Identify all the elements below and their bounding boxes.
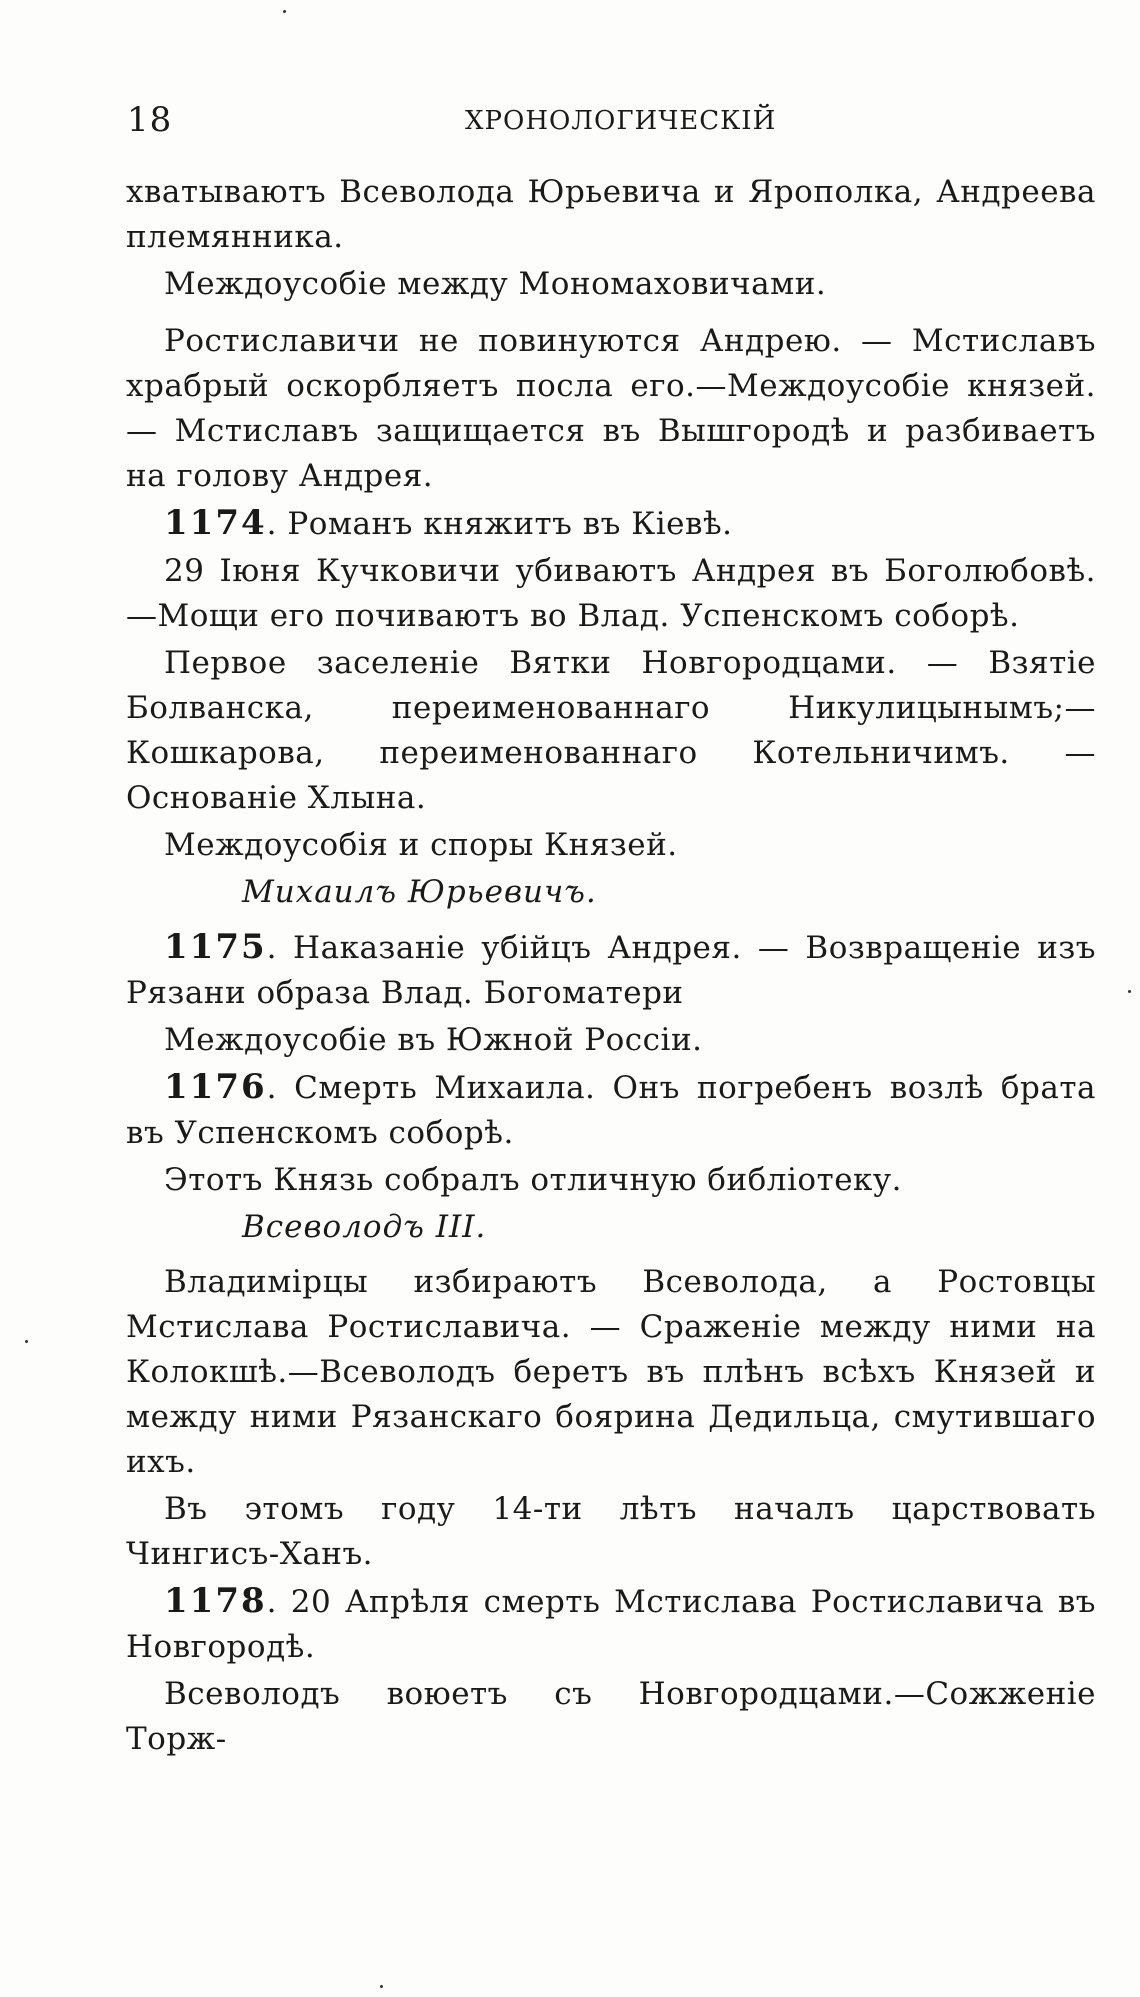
entry-text: . 20 Апрѣля смерть Мстислава Ростиславича въ Новгородѣ. [126, 1584, 1096, 1665]
year-label: 1178 [164, 1581, 267, 1621]
paragraph-year-entry [126, 925, 1096, 1016]
paragraph: 29 Іюня Кучковичи убиваютъ Андрея въ Боголюбовѣ.—Мощи его почиваютъ во Влад. Успенскомъ соборѣ. [126, 553, 1096, 634]
section-heading: Михаилъ Юрьевичъ. [242, 874, 597, 910]
page-number: 18 [127, 100, 173, 140]
paragraph: Владимірцы избираютъ Всеволода, а Ростовцы Мстислава Ростиславича. — Сраженіе между ними на Колокшѣ.—Всеволодъ беретъ въ плѣнъ всѣхъ Князей и между ними Рязанскаго боярина Дедильца, смутившаго ихъ. [126, 1264, 1096, 1480]
print-speck [283, 10, 286, 13]
paragraph: хватываютъ Всеволода Юрьевича и Ярополка, Андреева племянника. [126, 174, 1096, 255]
page-header [125, 100, 1025, 140]
paragraph: Междоусобіе въ Южной Россіи. [164, 1022, 703, 1058]
paragraph: Междоусобія и споры Князей. [164, 827, 678, 863]
paragraph: Всеволодъ воюетъ съ Новгородцами.—Сожженіе Торж- [126, 1676, 1096, 1757]
print-speck [1128, 990, 1131, 993]
page-body [126, 170, 1096, 1764]
print-speck [25, 1340, 28, 1343]
paragraph: Междоусобіе между Мономаховичами. [164, 266, 827, 302]
entry-text: . Романъ княжитъ въ Кіевѣ. [266, 506, 733, 542]
entry-text: . Смерть Михаила. Онъ погребенъ возлѣ брата въ Успенскомъ соборѣ. [126, 1070, 1096, 1151]
paragraph: Этотъ Князь собралъ отличную библіотеку. [164, 1162, 903, 1198]
year-label: 1174 [164, 503, 267, 543]
entry-text: . Наказаніе убійцъ Андрея. — Возвращеніе изъ Рязани образа Влад. Богоматери [126, 930, 1096, 1011]
running-title: ХРОНОЛОГИЧЕСКІЙ [465, 106, 777, 136]
paragraph: Ростиславичи не повинуются Андрею. — Мстиславъ храбрый оскорбляетъ посла его.—Междоусобіе князей.— Мстиславъ защищается въ Вышгородѣ и разбиваетъ на голову Андрея. [126, 323, 1096, 494]
paragraph: Первое заселеніе Вятки Новгородцами. — Взятіе Болванска, переименованнаго Никулицынымъ;—Кошкарова, переименованнаго Котельничимъ. — Основаніе Хлына. [126, 645, 1096, 816]
year-label: 1176 [164, 1067, 267, 1107]
paragraph: Въ этомъ году 14-ти лѣтъ началъ царствовать Чингисъ-Ханъ. [126, 1491, 1096, 1572]
paragraph-year-entry [126, 501, 1096, 547]
paragraph-year-entry [126, 1065, 1096, 1156]
print-speck [380, 1985, 383, 1988]
section-heading: Всеволодъ III. [242, 1209, 487, 1245]
paragraph-year-entry [126, 1579, 1096, 1670]
year-label: 1175 [164, 927, 267, 967]
